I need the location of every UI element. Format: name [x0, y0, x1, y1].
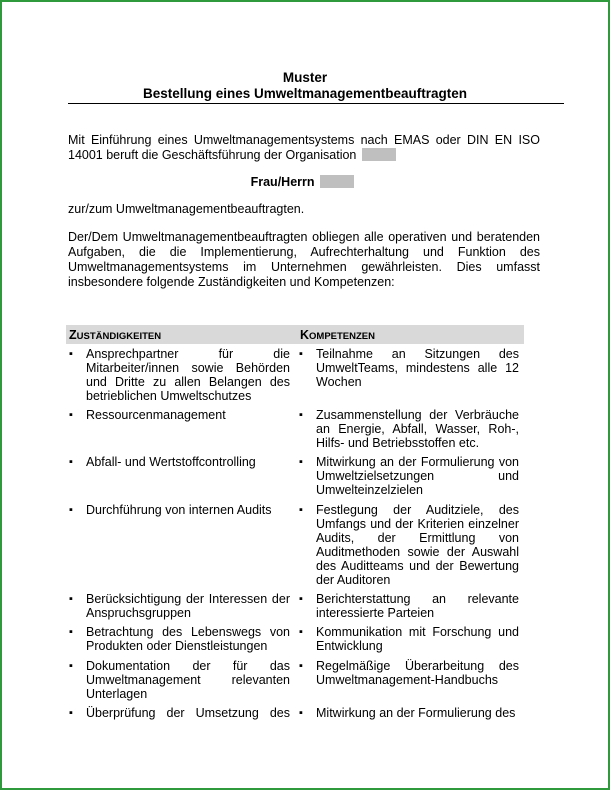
table-row-right: ▪ Teilnahme an Sitzungen des UmweltTeams, mindestens alle 12 Wochen	[299, 347, 519, 389]
table-row-left: ▪ Überprüfung der Umsetzung des	[69, 706, 290, 720]
table-row-left: ▪ Abfall- und Wertstoffcontrolling	[69, 455, 256, 469]
table-header	[66, 325, 524, 344]
header-kompetenzen: KOMPETENZEN	[300, 328, 376, 342]
frau-herrn-label: Frau/Herrn	[250, 175, 315, 189]
bullet-icon: ▪	[69, 456, 73, 468]
table-row-right: ▪ Festlegung der Auditziele, des Umfangs und der Kriterien einzelner Audits, der Ermittlung von Auditmethoden sowie der Auswahl des Auditteams und der Bewertung der Auditoren	[299, 503, 519, 587]
bullet-icon: ▪	[299, 593, 303, 605]
bullet-icon: ▪	[299, 707, 303, 719]
title-underline	[68, 103, 564, 104]
table-row-left: ▪ Dokumentation der für das Umweltmanagement relevanten Unterlagen	[69, 659, 290, 701]
table-row-right: ▪ Kommunikation mit Forschung und Entwicklung	[299, 625, 519, 653]
bullet-icon: ▪	[69, 626, 73, 638]
bullet-icon: ▪	[299, 626, 303, 638]
table-row-left: ▪ Ressourcenmanagement	[69, 408, 226, 422]
table-row-right: ▪ Zusammenstellung der Verbräuche an Energie, Abfall, Wasser, Roh-, Hilfs- und Betriebsstoffen etc.	[299, 408, 519, 450]
bullet-icon: ▪	[299, 660, 303, 672]
document-title: Muster	[282, 70, 328, 85]
table-row-right: ▪ Mitwirkung an der Formulierung des	[299, 706, 516, 720]
document-subtitle: Bestellung eines Umweltmanagementbeauftragten	[142, 86, 468, 101]
frau-herrn-line	[0, 175, 354, 189]
table-row-right: ▪ Mitwirkung an der Formulierung von Umweltzielsetzungen und Umwelteinzelzielen	[299, 455, 519, 497]
bullet-icon: ▪	[299, 456, 303, 468]
bullet-icon: ▪	[69, 409, 73, 421]
appointment-paragraph: zur/zum Umweltmanagementbeauftragten.	[68, 202, 305, 216]
bullet-icon: ▪	[299, 504, 303, 516]
bullet-icon: ▪	[299, 348, 303, 360]
bullet-icon: ▪	[69, 660, 73, 672]
duties-paragraph: Der/Dem Umweltmanagementbeauftragten obliegen alle operativen und beratenden Aufgaben, die die Implementierung, Aufrechterhaltung und Funktion des Umweltmanagementsystems im Unternehmen gewährleisten. Dies umfasst insbesondere folgende Zuständigkeiten und Kompetenzen:	[68, 230, 540, 289]
table-row-right: ▪ Berichterstattung an relevante interessierte Parteien	[299, 592, 519, 620]
header-zustaendigkeiten: ZUSTÄNDIGKEITEN	[69, 328, 162, 342]
intro-text: Mit Einführung eines Umweltmanagementsystems nach EMAS oder DIN EN ISO 14001 beruft die Geschäftsführung der Organisation	[68, 133, 540, 162]
table-row-left: ▪ Berücksichtigung der Interessen der Anspruchsgruppen	[69, 592, 290, 620]
bullet-icon: ▪	[69, 707, 73, 719]
table-row-left: ▪ Ansprechpartner für die Mitarbeiter/innen sowie Behörden und Dritte zu allen Belangen des betrieblichen Umweltschutzes	[69, 347, 290, 403]
bullet-icon: ▪	[69, 504, 73, 516]
table-row-left: ▪ Betrachtung des Lebenswegs von Produkten oder Dienstleistungen	[69, 625, 290, 653]
intro-paragraph	[68, 133, 540, 163]
bullet-icon: ▪	[299, 409, 303, 421]
name-placeholder-field[interactable]	[320, 175, 354, 188]
bullet-icon: ▪	[69, 593, 73, 605]
table-row-left: ▪ Durchführung von internen Audits	[69, 503, 272, 517]
table-row-right: ▪ Regelmäßige Überarbeitung des Umweltmanagement-Handbuchs	[299, 659, 519, 687]
organisation-placeholder-field[interactable]	[362, 148, 396, 161]
bullet-icon: ▪	[69, 348, 73, 360]
